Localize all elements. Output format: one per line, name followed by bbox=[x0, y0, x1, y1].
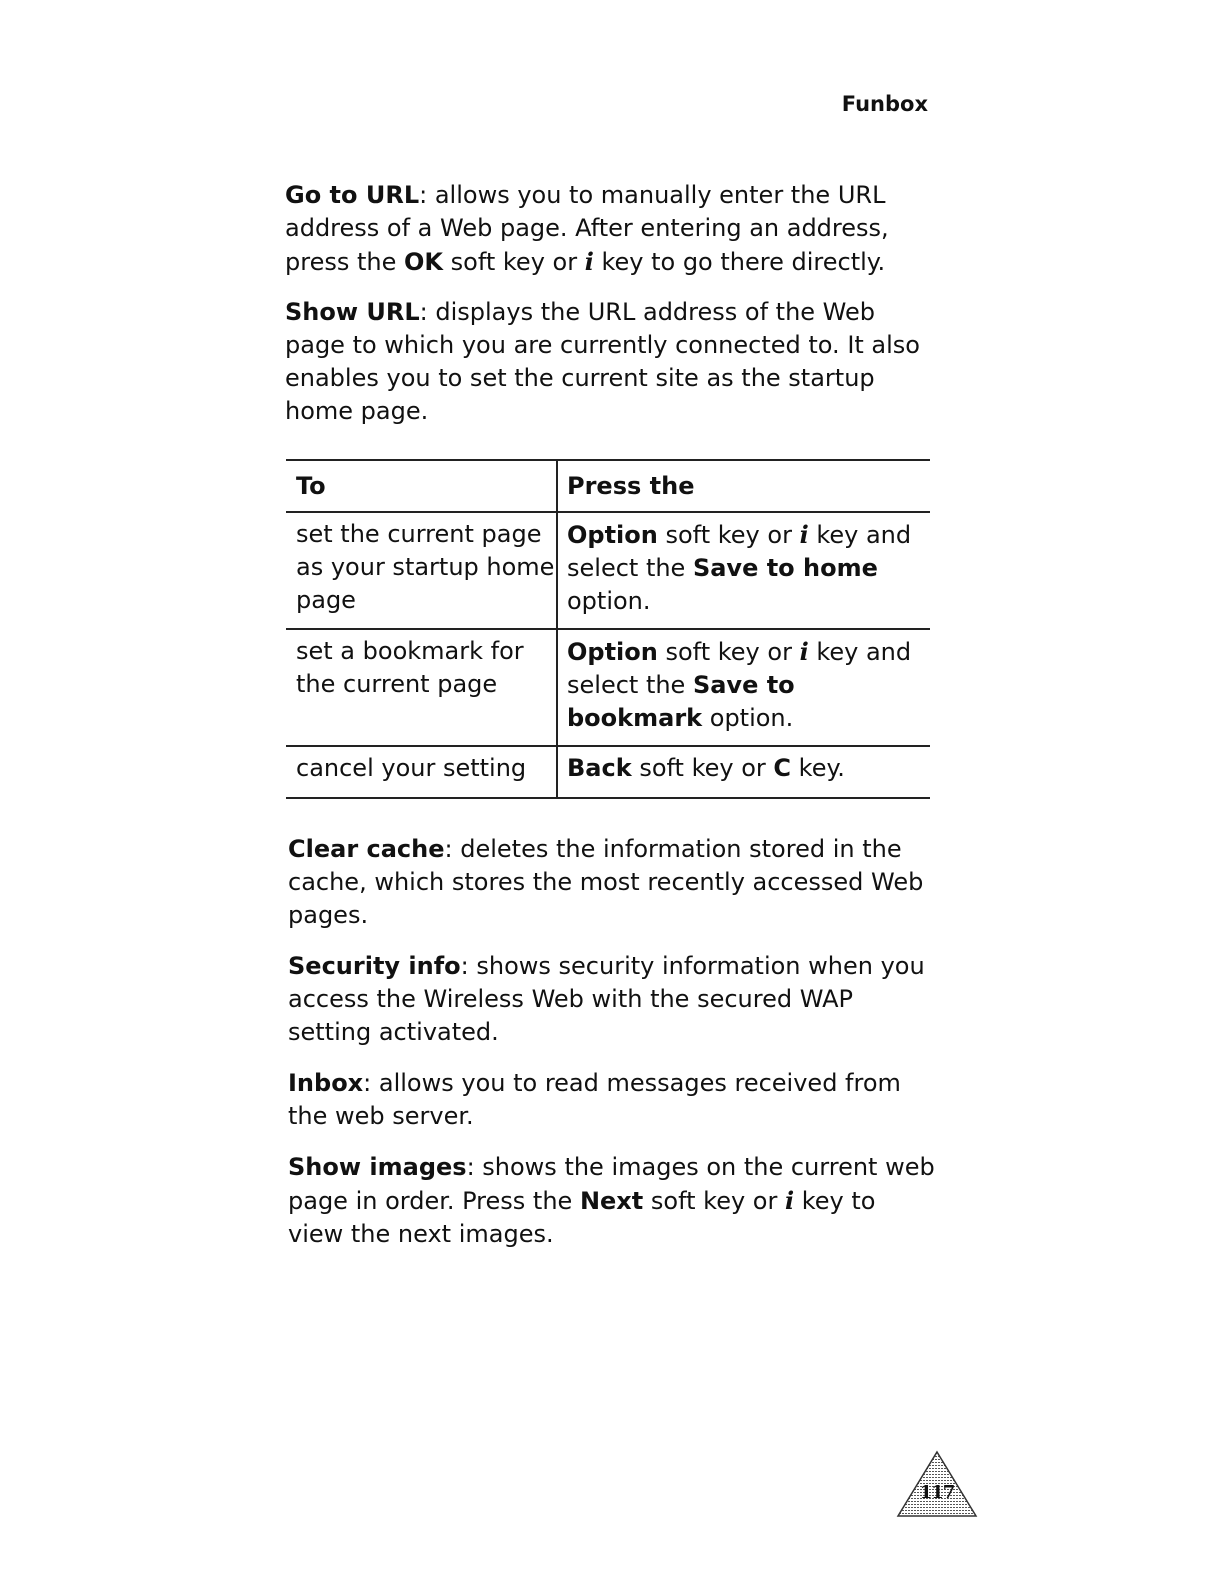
go-to-url-paragraph bbox=[285, 179, 935, 279]
column-header-to: To bbox=[296, 471, 326, 500]
navigation-key-icon: i bbox=[784, 1186, 795, 1215]
save-to-home-label: Save to home bbox=[692, 554, 878, 582]
show-url-text: : displays the URL address of the Web page to which you are currently connected to. It also enables you to set the current site as the startup home page. bbox=[285, 298, 920, 425]
column-header-press: Press the bbox=[557, 460, 930, 512]
show-images-text-b: soft key or bbox=[643, 1187, 785, 1215]
key-actions-table bbox=[286, 459, 930, 799]
go-to-url-text-b: soft key or bbox=[443, 248, 585, 276]
inbox-text: : allows you to read messages received from the web server. bbox=[288, 1069, 901, 1130]
cell-text: soft key or bbox=[657, 521, 800, 549]
c-key-label: C bbox=[773, 754, 792, 782]
save-to-bookmark-label: Save to bookmark bbox=[567, 671, 795, 732]
ok-key-label: OK bbox=[404, 248, 443, 276]
page-number: 117 bbox=[919, 1482, 955, 1503]
show-images-text-c: key to view the next images. bbox=[288, 1187, 876, 1248]
table-cell-to: set a bookmark for the current page bbox=[296, 637, 524, 698]
table-row bbox=[286, 512, 930, 629]
option-key-label: Option bbox=[567, 638, 658, 666]
navigation-key-icon: i bbox=[584, 247, 594, 276]
inbox-paragraph bbox=[288, 1067, 938, 1133]
table-cell-press bbox=[557, 746, 930, 798]
cell-text: soft key or bbox=[631, 754, 774, 782]
clear-cache-text: : deletes the information stored in the cache, which stores the most recently accessed Web pages. bbox=[288, 835, 924, 929]
security-info-paragraph bbox=[288, 950, 938, 1049]
show-images-term: Show images bbox=[288, 1153, 467, 1181]
table-cell-to: cancel your setting bbox=[296, 754, 527, 782]
option-key-label: Option bbox=[567, 521, 658, 549]
security-info-term: Security info bbox=[288, 952, 461, 980]
show-images-paragraph bbox=[288, 1151, 938, 1251]
table-header-row bbox=[286, 460, 930, 512]
show-url-paragraph bbox=[285, 296, 935, 428]
go-to-url-text-a: : allows you to manually enter the URL address of a Web page. After entering an address, press the bbox=[285, 181, 889, 276]
cell-text: option. bbox=[702, 704, 794, 732]
clear-cache-term: Clear cache bbox=[288, 835, 445, 863]
table-cell-press bbox=[557, 512, 930, 629]
table-row bbox=[286, 746, 930, 798]
inbox-term: Inbox bbox=[288, 1069, 364, 1097]
navigation-key-icon: i bbox=[799, 637, 809, 666]
show-url-term: Show URL bbox=[285, 298, 420, 326]
cell-text: key and select the bbox=[567, 638, 912, 699]
back-key-label: Back bbox=[567, 754, 632, 782]
table-cell-press bbox=[557, 629, 930, 746]
navigation-key-icon: i bbox=[799, 520, 809, 549]
table-row bbox=[286, 629, 930, 746]
next-key-label: Next bbox=[579, 1187, 644, 1215]
go-to-url-text-c: key to go there directly. bbox=[593, 248, 886, 276]
show-images-text-a: : shows the images on the current web page in order. Press the bbox=[288, 1153, 935, 1215]
cell-text: key. bbox=[791, 754, 845, 782]
section-header: Funbox bbox=[841, 92, 928, 116]
go-to-url-term: Go to URL bbox=[285, 181, 420, 209]
cell-text: key and select the bbox=[567, 521, 912, 582]
cell-text: soft key or bbox=[657, 638, 800, 666]
security-info-text: : shows security information when you access the Wireless Web with the secured WAP setting activated. bbox=[288, 952, 925, 1046]
cell-text: option. bbox=[567, 587, 651, 615]
table-cell-to: set the current page as your startup home page bbox=[296, 520, 555, 614]
clear-cache-paragraph bbox=[288, 833, 938, 932]
